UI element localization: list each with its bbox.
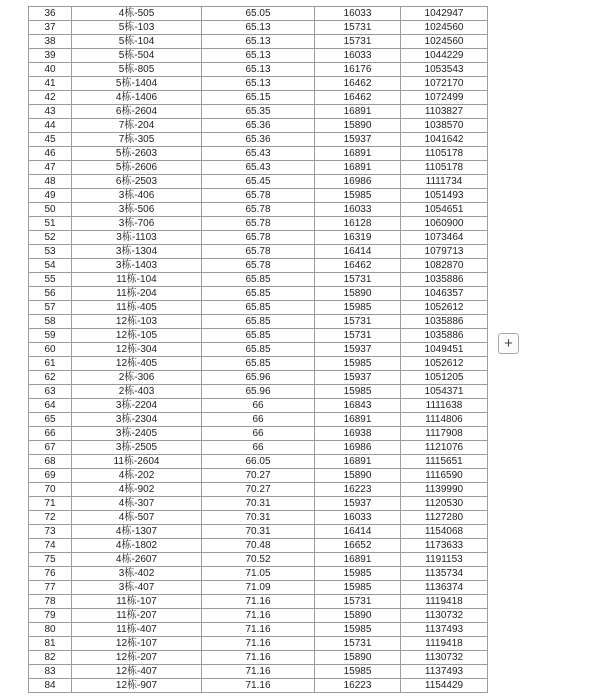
cell-total-price: 1024560 (401, 21, 488, 35)
cell-unit-number: 12栋-405 (72, 357, 202, 371)
cell-row-no: 66 (29, 427, 72, 441)
cell-unit-price: 16414 (315, 525, 401, 539)
cell-area: 71.16 (202, 665, 315, 679)
table-row (29, 203, 488, 217)
cell-area: 71.09 (202, 581, 315, 595)
cell-area: 65.13 (202, 77, 315, 91)
cell-unit-price: 16176 (315, 63, 401, 77)
cell-area: 65.85 (202, 273, 315, 287)
cell-row-no: 71 (29, 497, 72, 511)
cell-unit-price: 16891 (315, 553, 401, 567)
cell-row-no: 79 (29, 609, 72, 623)
cell-unit-price: 15731 (315, 21, 401, 35)
cell-total-price: 1191153 (401, 553, 488, 567)
cell-area: 66 (202, 441, 315, 455)
cell-row-no: 76 (29, 567, 72, 581)
cell-area: 71.05 (202, 567, 315, 581)
cell-area: 65.15 (202, 91, 315, 105)
table-row (29, 273, 488, 287)
table-row (29, 441, 488, 455)
cell-area: 70.31 (202, 497, 315, 511)
table-row (29, 231, 488, 245)
cell-row-no: 47 (29, 161, 72, 175)
cell-total-price: 1120530 (401, 497, 488, 511)
cell-total-price: 1111638 (401, 399, 488, 413)
cell-area: 65.13 (202, 35, 315, 49)
cell-unit-number: 5栋-2606 (72, 161, 202, 175)
table-row (29, 217, 488, 231)
cell-area: 65.78 (202, 245, 315, 259)
cell-unit-price: 15731 (315, 273, 401, 287)
cell-unit-number: 11栋-405 (72, 301, 202, 315)
table-row (29, 399, 488, 413)
cell-total-price: 1135734 (401, 567, 488, 581)
cell-area: 65.78 (202, 203, 315, 217)
cell-unit-price: 15731 (315, 329, 401, 343)
cell-total-price: 1105178 (401, 147, 488, 161)
cell-total-price: 1051205 (401, 371, 488, 385)
cell-unit-number: 12栋-107 (72, 637, 202, 651)
cell-area: 71.16 (202, 637, 315, 651)
table-row (29, 679, 488, 693)
cell-total-price: 1072499 (401, 91, 488, 105)
cell-unit-price: 16033 (315, 203, 401, 217)
cell-area: 65.85 (202, 329, 315, 343)
cell-unit-number: 4栋-1802 (72, 539, 202, 553)
cell-unit-price: 15890 (315, 609, 401, 623)
cell-total-price: 1073464 (401, 231, 488, 245)
cell-total-price: 1130732 (401, 609, 488, 623)
cell-unit-number: 3栋-2505 (72, 441, 202, 455)
cell-total-price: 1119418 (401, 595, 488, 609)
cell-area: 65.78 (202, 217, 315, 231)
cell-area: 65.45 (202, 175, 315, 189)
cell-area: 65.85 (202, 315, 315, 329)
table-row (29, 413, 488, 427)
cell-unit-price: 16033 (315, 511, 401, 525)
cell-row-no: 54 (29, 259, 72, 273)
cell-unit-number: 4栋-1406 (72, 91, 202, 105)
cell-unit-number: 7栋-204 (72, 119, 202, 133)
cell-unit-number: 3栋-402 (72, 567, 202, 581)
cell-total-price: 1038570 (401, 119, 488, 133)
cell-unit-price: 15890 (315, 287, 401, 301)
cell-area: 65.78 (202, 231, 315, 245)
cell-unit-price: 16462 (315, 77, 401, 91)
table-body (29, 7, 488, 693)
cell-area: 65.96 (202, 371, 315, 385)
cell-row-no: 75 (29, 553, 72, 567)
cell-row-no: 83 (29, 665, 72, 679)
cell-row-no: 77 (29, 581, 72, 595)
cell-area: 65.78 (202, 259, 315, 273)
cell-row-no: 40 (29, 63, 72, 77)
cell-area: 65.78 (202, 189, 315, 203)
cell-unit-number: 3栋-2304 (72, 413, 202, 427)
table-row (29, 133, 488, 147)
table-row (29, 301, 488, 315)
cell-row-no: 58 (29, 315, 72, 329)
cell-unit-number: 5栋-805 (72, 63, 202, 77)
cell-unit-number: 2栋-306 (72, 371, 202, 385)
cell-total-price: 1173633 (401, 539, 488, 553)
cell-area: 71.16 (202, 623, 315, 637)
cell-total-price: 1052612 (401, 357, 488, 371)
cell-unit-number: 3栋-2204 (72, 399, 202, 413)
cell-unit-number: 6栋-2604 (72, 105, 202, 119)
cell-row-no: 74 (29, 539, 72, 553)
cell-area: 71.16 (202, 609, 315, 623)
cell-unit-price: 15890 (315, 469, 401, 483)
cell-total-price: 1052612 (401, 301, 488, 315)
cell-total-price: 1044229 (401, 49, 488, 63)
table-row (29, 7, 488, 21)
cell-row-no: 44 (29, 119, 72, 133)
cell-area: 70.31 (202, 525, 315, 539)
cell-unit-price: 15937 (315, 343, 401, 357)
cell-total-price: 1115651 (401, 455, 488, 469)
cell-total-price: 1111734 (401, 175, 488, 189)
cell-unit-price: 15890 (315, 119, 401, 133)
cell-unit-number: 2栋-403 (72, 385, 202, 399)
cell-unit-price: 15731 (315, 595, 401, 609)
cell-unit-price: 15985 (315, 623, 401, 637)
cell-total-price: 1127280 (401, 511, 488, 525)
cell-area: 71.16 (202, 595, 315, 609)
table-row (29, 497, 488, 511)
cell-area: 66 (202, 413, 315, 427)
cell-total-price: 1042947 (401, 7, 488, 21)
table-row (29, 35, 488, 49)
cell-row-no: 50 (29, 203, 72, 217)
table-row (29, 469, 488, 483)
cell-unit-number: 11栋-2604 (72, 455, 202, 469)
table-row (29, 609, 488, 623)
table-row (29, 651, 488, 665)
cell-total-price: 1154068 (401, 525, 488, 539)
table-row (29, 91, 488, 105)
cell-area: 65.43 (202, 147, 315, 161)
cell-unit-price: 16033 (315, 7, 401, 21)
cell-unit-price: 15731 (315, 35, 401, 49)
cell-unit-number: 4栋-2607 (72, 553, 202, 567)
cell-row-no: 48 (29, 175, 72, 189)
cell-row-no: 43 (29, 105, 72, 119)
cell-row-no: 64 (29, 399, 72, 413)
cell-unit-number: 3栋-506 (72, 203, 202, 217)
cell-row-no: 55 (29, 273, 72, 287)
cell-unit-price: 16223 (315, 483, 401, 497)
table-row (29, 343, 488, 357)
cell-unit-price: 16891 (315, 455, 401, 469)
cell-total-price: 1079713 (401, 245, 488, 259)
table-row (29, 21, 488, 35)
cell-unit-number: 4栋-902 (72, 483, 202, 497)
cell-unit-number: 3栋-706 (72, 217, 202, 231)
cell-total-price: 1136374 (401, 581, 488, 595)
cell-row-no: 73 (29, 525, 72, 539)
cell-row-no: 53 (29, 245, 72, 259)
cell-row-no: 69 (29, 469, 72, 483)
cell-unit-number: 11栋-407 (72, 623, 202, 637)
cell-row-no: 78 (29, 595, 72, 609)
table-row (29, 665, 488, 679)
cell-unit-price: 15985 (315, 665, 401, 679)
cell-unit-number: 12栋-407 (72, 665, 202, 679)
cell-total-price: 1072170 (401, 77, 488, 91)
cell-row-no: 63 (29, 385, 72, 399)
cell-area: 65.05 (202, 7, 315, 21)
cell-area: 70.31 (202, 511, 315, 525)
cell-total-price: 1114806 (401, 413, 488, 427)
cell-row-no: 80 (29, 623, 72, 637)
table-row (29, 357, 488, 371)
cell-unit-number: 12栋-907 (72, 679, 202, 693)
cell-row-no: 57 (29, 301, 72, 315)
cell-area: 65.43 (202, 161, 315, 175)
cell-row-no: 38 (29, 35, 72, 49)
cell-row-no: 65 (29, 413, 72, 427)
cell-unit-price: 16843 (315, 399, 401, 413)
cell-row-no: 37 (29, 21, 72, 35)
cell-area: 70.52 (202, 553, 315, 567)
cell-total-price: 1051493 (401, 189, 488, 203)
cell-area: 65.35 (202, 105, 315, 119)
cell-unit-price: 16462 (315, 259, 401, 273)
add-button[interactable]: + (498, 333, 519, 354)
cell-row-no: 67 (29, 441, 72, 455)
table-row (29, 105, 488, 119)
table-row (29, 385, 488, 399)
cell-unit-price: 16033 (315, 49, 401, 63)
table-row (29, 637, 488, 651)
cell-total-price: 1116590 (401, 469, 488, 483)
cell-row-no: 59 (29, 329, 72, 343)
cell-unit-price: 16891 (315, 105, 401, 119)
table-row (29, 287, 488, 301)
table-row (29, 427, 488, 441)
cell-row-no: 61 (29, 357, 72, 371)
table-row (29, 245, 488, 259)
cell-unit-price: 15985 (315, 567, 401, 581)
cell-total-price: 1105178 (401, 161, 488, 175)
cell-area: 65.85 (202, 301, 315, 315)
cell-unit-price: 16986 (315, 175, 401, 189)
cell-unit-price: 16462 (315, 91, 401, 105)
cell-row-no: 52 (29, 231, 72, 245)
table-row (29, 189, 488, 203)
cell-row-no: 39 (29, 49, 72, 63)
table-row (29, 581, 488, 595)
cell-row-no: 81 (29, 637, 72, 651)
cell-unit-price: 16891 (315, 413, 401, 427)
table-row (29, 119, 488, 133)
cell-unit-number: 11栋-104 (72, 273, 202, 287)
cell-row-no: 60 (29, 343, 72, 357)
cell-row-no: 82 (29, 651, 72, 665)
cell-total-price: 1130732 (401, 651, 488, 665)
cell-unit-price: 16414 (315, 245, 401, 259)
cell-total-price: 1139990 (401, 483, 488, 497)
cell-area: 71.16 (202, 679, 315, 693)
cell-unit-number: 12栋-304 (72, 343, 202, 357)
table-row (29, 483, 488, 497)
cell-unit-number: 12栋-105 (72, 329, 202, 343)
cell-row-no: 56 (29, 287, 72, 301)
cell-area: 70.27 (202, 483, 315, 497)
cell-area: 65.13 (202, 49, 315, 63)
cell-unit-number: 11栋-207 (72, 609, 202, 623)
cell-unit-number: 4栋-307 (72, 497, 202, 511)
cell-unit-number: 5栋-504 (72, 49, 202, 63)
cell-total-price: 1137493 (401, 623, 488, 637)
cell-unit-price: 15985 (315, 189, 401, 203)
table-row (29, 455, 488, 469)
cell-row-no: 36 (29, 7, 72, 21)
cell-unit-number: 3栋-2405 (72, 427, 202, 441)
cell-area: 66 (202, 427, 315, 441)
cell-unit-number: 11栋-107 (72, 595, 202, 609)
cell-unit-price: 15937 (315, 497, 401, 511)
cell-unit-price: 16891 (315, 161, 401, 175)
cell-unit-price: 15731 (315, 315, 401, 329)
table-row (29, 147, 488, 161)
cell-total-price: 1054651 (401, 203, 488, 217)
cell-total-price: 1103827 (401, 105, 488, 119)
cell-total-price: 1060900 (401, 217, 488, 231)
cell-unit-number: 4栋-507 (72, 511, 202, 525)
cell-area: 65.13 (202, 63, 315, 77)
cell-unit-number: 3栋-406 (72, 189, 202, 203)
cell-unit-number: 5栋-103 (72, 21, 202, 35)
table-row (29, 63, 488, 77)
cell-row-no: 49 (29, 189, 72, 203)
cell-area: 66 (202, 399, 315, 413)
table-row (29, 77, 488, 91)
cell-area: 65.85 (202, 343, 315, 357)
cell-area: 65.36 (202, 119, 315, 133)
cell-row-no: 84 (29, 679, 72, 693)
cell-unit-number: 3栋-1103 (72, 231, 202, 245)
cell-unit-number: 4栋-202 (72, 469, 202, 483)
cell-unit-number: 5栋-104 (72, 35, 202, 49)
cell-unit-number: 4栋-505 (72, 7, 202, 21)
cell-area: 71.16 (202, 651, 315, 665)
cell-row-no: 72 (29, 511, 72, 525)
cell-unit-number: 6栋-2503 (72, 175, 202, 189)
cell-total-price: 1046357 (401, 287, 488, 301)
cell-row-no: 46 (29, 147, 72, 161)
cell-unit-number: 12栋-207 (72, 651, 202, 665)
cell-row-no: 41 (29, 77, 72, 91)
cell-area: 65.36 (202, 133, 315, 147)
cell-area: 65.85 (202, 287, 315, 301)
cell-total-price: 1054371 (401, 385, 488, 399)
cell-total-price: 1035886 (401, 329, 488, 343)
cell-unit-number: 7栋-305 (72, 133, 202, 147)
unit-price-table (28, 6, 488, 693)
cell-unit-price: 16986 (315, 441, 401, 455)
cell-unit-number: 5栋-2603 (72, 147, 202, 161)
cell-unit-price: 15937 (315, 133, 401, 147)
cell-unit-price: 15731 (315, 637, 401, 651)
cell-total-price: 1053543 (401, 63, 488, 77)
table-row (29, 539, 488, 553)
cell-unit-price: 16938 (315, 427, 401, 441)
cell-total-price: 1117908 (401, 427, 488, 441)
cell-unit-price: 16891 (315, 147, 401, 161)
cell-total-price: 1041642 (401, 133, 488, 147)
cell-unit-number: 3栋-1403 (72, 259, 202, 273)
table-row (29, 161, 488, 175)
cell-unit-price: 15890 (315, 651, 401, 665)
cell-total-price: 1082870 (401, 259, 488, 273)
cell-unit-price: 16128 (315, 217, 401, 231)
cell-unit-price: 16319 (315, 231, 401, 245)
cell-total-price: 1035886 (401, 315, 488, 329)
cell-unit-price: 16652 (315, 539, 401, 553)
cell-total-price: 1137493 (401, 665, 488, 679)
cell-area: 70.27 (202, 469, 315, 483)
cell-unit-number: 3栋-1304 (72, 245, 202, 259)
table-row (29, 567, 488, 581)
table-row (29, 259, 488, 273)
cell-row-no: 45 (29, 133, 72, 147)
cell-row-no: 51 (29, 217, 72, 231)
cell-row-no: 68 (29, 455, 72, 469)
cell-row-no: 42 (29, 91, 72, 105)
cell-unit-price: 15985 (315, 357, 401, 371)
cell-total-price: 1119418 (401, 637, 488, 651)
cell-unit-price: 15985 (315, 581, 401, 595)
table-row (29, 49, 488, 63)
table-row (29, 315, 488, 329)
cell-unit-number: 5栋-1404 (72, 77, 202, 91)
cell-unit-number: 3栋-407 (72, 581, 202, 595)
cell-unit-number: 4栋-1307 (72, 525, 202, 539)
cell-unit-price: 15985 (315, 301, 401, 315)
cell-row-no: 62 (29, 371, 72, 385)
cell-row-no: 70 (29, 483, 72, 497)
cell-unit-price: 15937 (315, 371, 401, 385)
cell-area: 65.85 (202, 357, 315, 371)
cell-total-price: 1049451 (401, 343, 488, 357)
table-row (29, 371, 488, 385)
cell-unit-number: 12栋-103 (72, 315, 202, 329)
table-row (29, 623, 488, 637)
cell-area: 66.05 (202, 455, 315, 469)
table-row (29, 329, 488, 343)
table-row (29, 553, 488, 567)
cell-unit-price: 15985 (315, 385, 401, 399)
table-row (29, 511, 488, 525)
cell-unit-price: 16223 (315, 679, 401, 693)
cell-total-price: 1154429 (401, 679, 488, 693)
cell-area: 65.96 (202, 385, 315, 399)
table-row (29, 525, 488, 539)
cell-total-price: 1035886 (401, 273, 488, 287)
cell-total-price: 1121076 (401, 441, 488, 455)
cell-area: 65.13 (202, 21, 315, 35)
table-row (29, 175, 488, 189)
cell-unit-number: 11栋-204 (72, 287, 202, 301)
cell-area: 70.48 (202, 539, 315, 553)
cell-total-price: 1024560 (401, 35, 488, 49)
table-row (29, 595, 488, 609)
